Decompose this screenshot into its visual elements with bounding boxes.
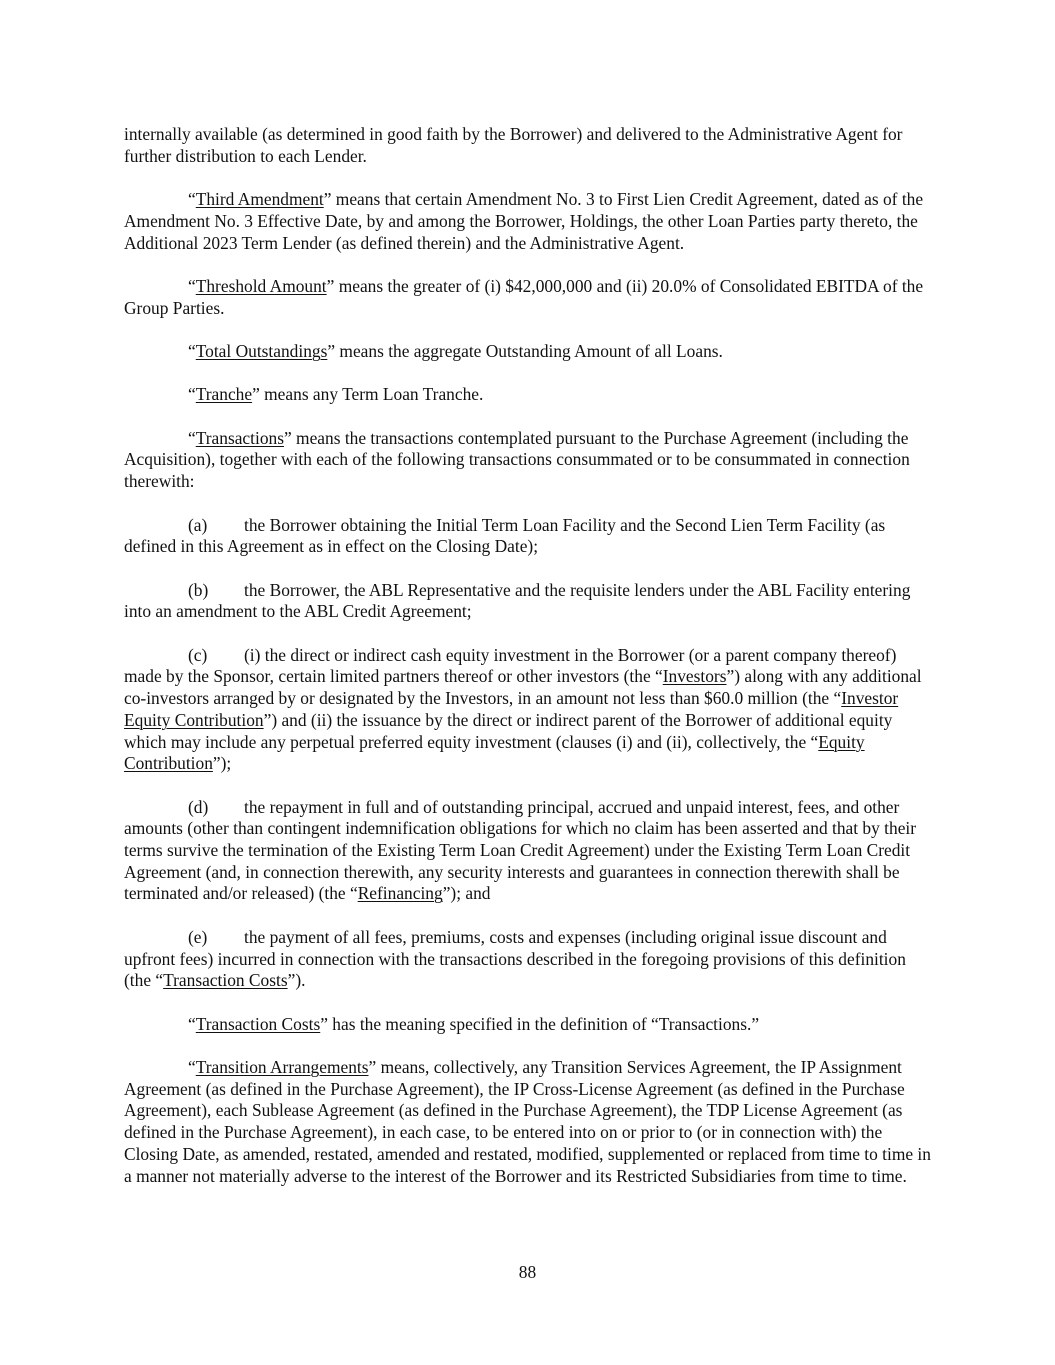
list-item-b: (b) the Borrower, the ABL Representative and the requisite lenders under the ABL Facility entering into an amendment to the ABL Credit Agreement; [124,579,911,622]
list-item-a: (a) the Borrower obtaining the Initial Term Loan Facility and the Second Lien Term Facility (as defined in this Agreement as in effect on the Closing Date); [124,514,886,557]
defined-term: Transactions [195,427,284,448]
paragraph-continuation: internally available (as determined in good faith by the Borrower) and delivered to the Administrative Agent for further distribution to each Lender. [124,124,903,166]
defined-term: Refinancing [357,883,443,904]
page-number: 88 [518,1262,537,1282]
definition-transition-arrangements: “Transition Arrangements” means, collectively, any Transition Services Agreement, the IP Assignment Agreement (as defined in the Purchase Agreement), the IP Cross-License Agreement (as defined in the Purchase Agreement), each Sublease Agreement (as defined in the Purchase Agreement), the TDP License Agreement (as defined in the Purchase Agreement), in each case, to be entered into on or prior to (or in connection with) the Closing Date, as amended, restated, amended and restated, modified, supplemented or replaced from time to time in a manner not materially adverse to the interest of the Borrower and its Restricted Subsidiaries from time to time. [124,1057,931,1186]
definition-total-outstandings: “Total Outstandings” means the aggregate Outstanding Amount of all Loans. [188,340,723,361]
list-label: (e) [188,926,208,947]
definition-threshold-amount: “Threshold Amount” means the greater of (i) $42,000,000 and (ii) 20.0% of Consolidated EBITDA of the Group Parties. [124,275,924,318]
list-label: (c) [188,644,208,665]
defined-term: Transition Arrangements [195,1057,369,1078]
definition-transaction-costs: “Transaction Costs” has the meaning specified in the definition of “Transactions.” [188,1013,760,1034]
defined-term: Investors [662,666,727,687]
defined-term: Third Amendment [195,189,324,210]
definition-third-amendment: “Third Amendment” means that certain Amendment No. 3 to First Lien Credit Agreement, dated as of the Amendment No. 3 Effective Date, by and among the Borrower, Holdings, the other Loan Parties party thereto, the Additional 2023 Term Lender (as defined therein) and the Administrative Agent. [124,189,924,253]
document-body [124,124,936,1209]
list-label: (b) [188,579,209,600]
definition-tranche: “Tranche” means any Term Loan Tranche. [188,384,484,405]
defined-term: Equity Contribution [124,731,865,774]
defined-term: Total Outstandings [195,340,328,361]
list-item-d: (d) the repayment in full and of outstanding principal, accrued and unpaid interest, fees, and other amounts (other than contingent indemnification obligations for which no claim has been asserted and that by their terms survive the termination of the Existing Term Loan Credit Agreement) under the Existing Term Loan Credit Agreement (and, in connection therewith, any security interests and guarantees in connection therewith shall be terminated and/or released) (the “Refinancing”); and [124,796,917,904]
defined-term: Transaction Costs [195,1013,321,1034]
list-item-e: (e) the payment of all fees, premiums, costs and expenses (including original issue discount and upfront fees) incurred in connection with the transactions described in the foregoing provisions of this definition (the “Transaction Costs”). [124,926,906,991]
defined-term: Investor Equity Contribution [124,688,899,730]
list-item-c: (c) (i) the direct or indirect cash equity investment in the Borrower (or a parent company thereof) made by the Sponsor, certain limited partners thereof or other investors (the “Investors”) along with any additional co-investors arranged by or designated by the Investors, in an amount not less than $60.0 million (the “Investor Equity Contribution”) and (ii) the issuance by the direct or indirect parent of the Borrower of additional equity which may include any perpetual preferred equity investment (clauses (i) and (ii), collectively, the “Equity Contribution”); [124,644,922,774]
list-label: (a) [188,514,208,535]
list-label: (d) [188,796,209,817]
defined-term: Threshold Amount [195,275,327,296]
defined-term: Tranche [195,384,253,405]
defined-term: Transaction Costs [163,970,288,991]
definition-transactions: “Transactions” means the transactions contemplated pursuant to the Purchase Agreement (including the Acquisition), together with each of the following transactions consummated or to be consummated in connection therewith: [124,427,910,492]
